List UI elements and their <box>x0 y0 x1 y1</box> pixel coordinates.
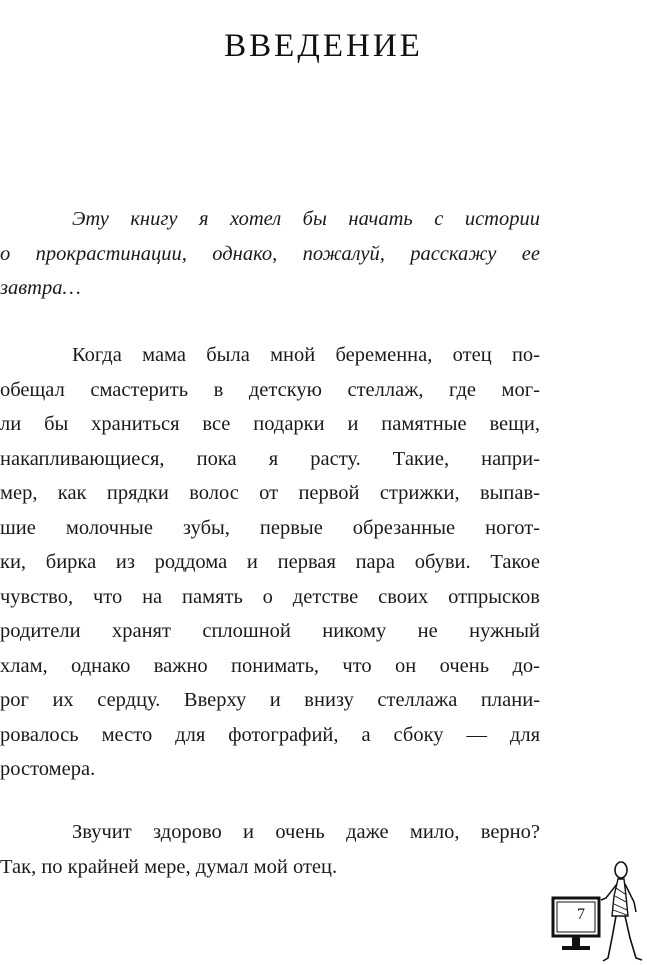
paragraph-line: ли бы храниться все подарки и памятные вещи, <box>0 413 540 435</box>
paragraph-line: Когда мама была мной беременна, отец по- <box>72 344 540 366</box>
paragraph-line: мер, как прядки волос от первой стрижки, выпав- <box>0 482 540 504</box>
paragraph-line: родители хранят сплошной никому не нужный <box>0 620 540 642</box>
chapter-title: ВВЕДЕНИЕ <box>224 28 423 65</box>
epigraph-line: о прокрастинации, однако, пожалуй, расскажу ее <box>0 242 540 265</box>
paragraph-line: ростомера. <box>0 758 96 780</box>
page-number: 7 <box>577 906 585 923</box>
paragraph-line: накапливающиеся, пока я расту. Такие, напри- <box>0 447 540 470</box>
body-paragraph <box>0 815 540 884</box>
paragraph-line: ровалось место для фотографий, а сбоку — для <box>0 723 540 746</box>
stick-figure-with-monitor-icon <box>548 860 647 965</box>
paragraph-line: ки, бирка из роддома и первая пара обуви. Такое <box>0 551 540 573</box>
paragraph-line: Так, по крайней мере, думал мой отец. <box>0 855 338 878</box>
epigraph-line: Эту книгу я хотел бы начать с истории <box>72 208 540 230</box>
paragraph-line: Звучит здорово и очень даже мило, верно? <box>72 821 540 843</box>
paragraph-line: рог их сердцу. Вверху и внизу стеллажа плани- <box>0 689 540 711</box>
epigraph <box>0 202 540 306</box>
paragraph-line: хлам, однако важно понимать, что он очень до- <box>0 654 540 677</box>
epigraph-line: завтра… <box>0 277 81 299</box>
paragraph-line: шие молочные зубы, первые обрезанные ногот- <box>0 516 540 539</box>
paragraph-line: чувство, что на память о детстве своих отпрысков <box>0 585 540 608</box>
body-paragraph <box>0 338 540 787</box>
paragraph-line: обещал смастерить в детскую стеллаж, где мог- <box>0 378 540 401</box>
